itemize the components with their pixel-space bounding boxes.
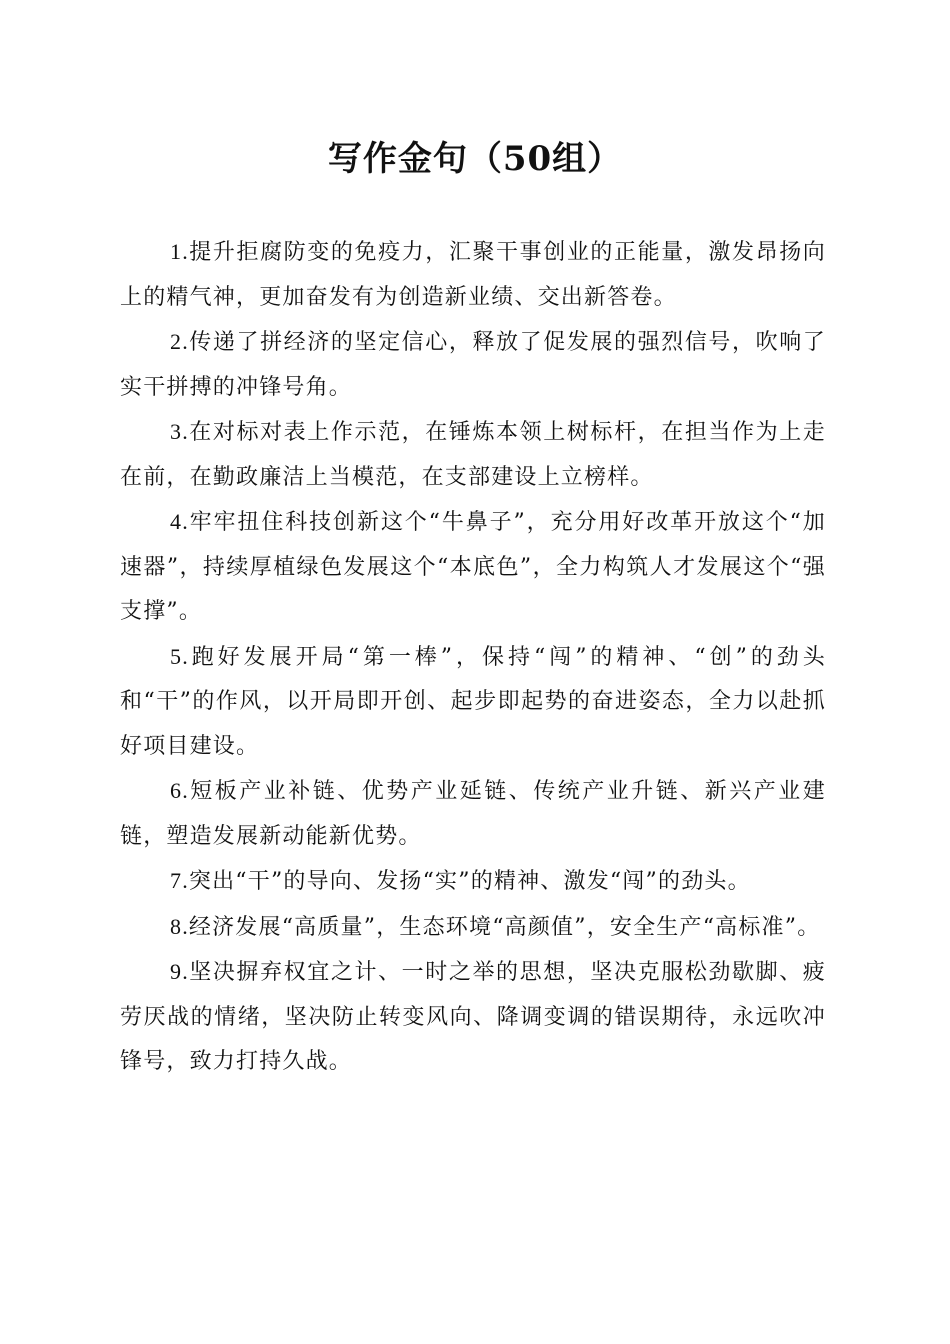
list-item-8 [120, 905, 826, 951]
item-number: 5. [170, 643, 189, 669]
item-number: 6. [170, 778, 189, 803]
item-number: 8. [170, 913, 189, 939]
item-number: 9. [170, 959, 189, 984]
list-item-5 [120, 635, 826, 770]
list-item-9 [120, 950, 826, 1085]
item-number: 4. [170, 509, 189, 534]
list-item-3 [120, 410, 826, 500]
list-item-1 [120, 230, 826, 320]
item-text: 经济发展“高质量”，生态环境“高颜值”，安全生产“高标准”。 [188, 914, 821, 940]
item-text: 传递了拼经济的坚定信心，释放了促发展的强烈信号，吹响了实干拼搏的冲锋号角。 [120, 330, 826, 400]
item-number: 3. [170, 419, 189, 444]
item-text: 牢牢扭住科技创新这个“牛鼻子”，充分用好改革开放这个“加速器”，持续厚植绿色发展这个“本底色”，全力构筑人才发展这个“强支撑”。 [120, 510, 826, 624]
item-text: 跑好发展开局“第一棒”，保持“闯”的精神、“创”的劲头和“干”的作风，以开局即开创、起步即起势的奋进姿态，全力以赴抓好项目建设。 [120, 644, 826, 759]
item-text: 提升拒腐防变的免疫力，汇聚干事创业的正能量，激发昂扬向上的精气神，更加奋发有为创造新业绩、交出新答卷。 [120, 240, 826, 310]
item-number: 2. [170, 329, 189, 354]
list-item-7 [120, 859, 826, 905]
list-item-6 [120, 769, 826, 859]
list-item-2 [120, 320, 826, 410]
item-text: 突出“干”的导向、发扬“实”的精神、激发“闯”的劲头。 [188, 869, 751, 894]
document-body [120, 230, 826, 1085]
item-text: 在对标对表上作示范，在锤炼本领上树标杆，在担当作为上走在前，在勤政廉洁上当模范，在支部建设上立榜样。 [120, 420, 826, 490]
item-number: 7. [170, 868, 189, 893]
item-text: 坚决摒弃权宜之计、一时之举的思想，坚决克服松劲歇脚、疲劳厌战的情绪，坚决防止转变风向、降调变调的错误期待，永远吹冲锋号，致力打持久战。 [120, 960, 826, 1074]
page-title: 写作金句（50组） [327, 139, 623, 179]
item-number: 1. [170, 239, 189, 264]
item-text: 短板产业补链、优势产业延链、传统产业升链、新兴产业建链，塑造发展新动能新优势。 [120, 779, 826, 849]
list-item-4 [120, 500, 826, 635]
